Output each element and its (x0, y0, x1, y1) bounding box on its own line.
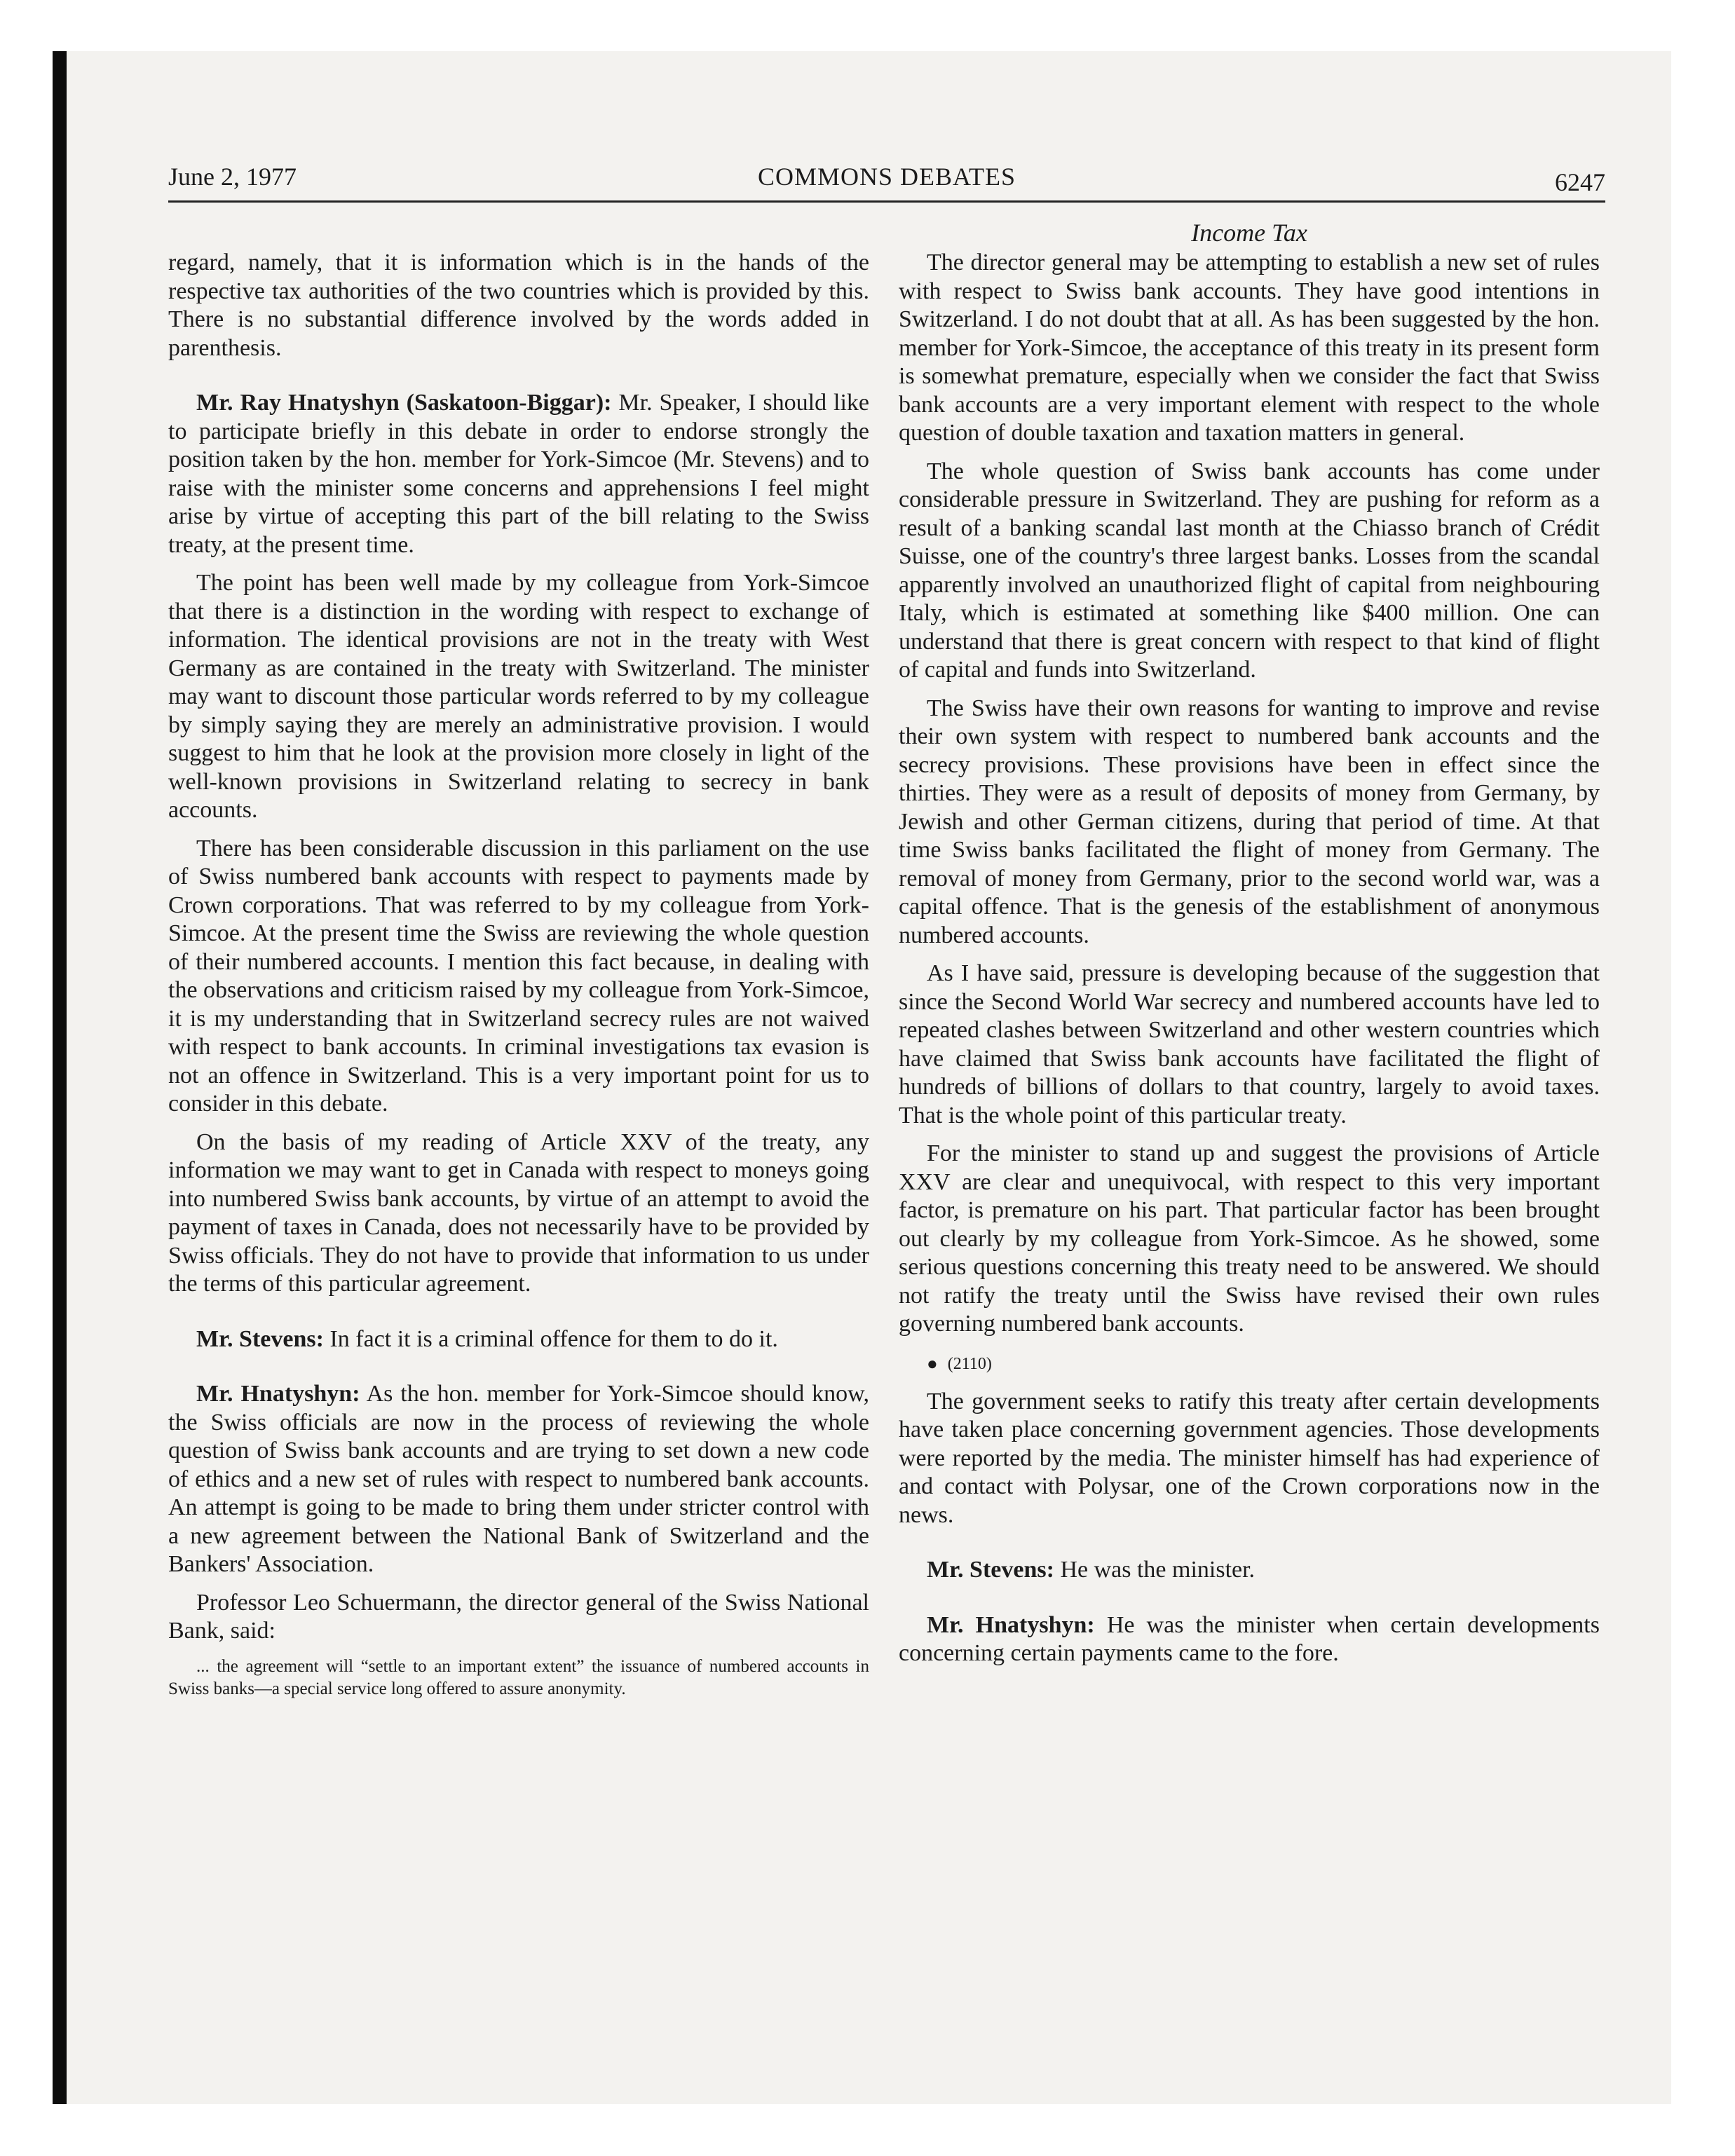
speech-text: Mr. Speaker, I should like to participate briefly in this debate in order to endorse strongly the position taken by the hon. member for York-Simcoe (Mr. Stevens) and to raise with the minister some concerns and apprehensions I feel might arise by virtue of accepting this part of the bill relating to the Swiss treaty, at the present time. (168, 390, 869, 558)
paragraph: Professor Leo Schuermann, the director general of the Swiss National Bank, said: (168, 1589, 869, 1644)
paragraph: There has been considerable discussion in this parliament on the use of Swiss numbered bank accounts with respect to payments made by Crown corporations. That was referred to by my colleague from York-Simcoe. At the present time the Swiss are reviewing the whole question of their numbered accounts. I mention this fact because, in dealing with the observations and criticism raised by my colleague from York-Simcoe, it is my understanding that in Switzerland secrecy rules are not waived with respect to bank accounts. In criminal investigations tax evasion is not an offence in Switzerland. This is a very important point for us to consider in this debate. (168, 835, 869, 1117)
paragraph: The whole question of Swiss bank accounts has come under considerable pressure in Switzerland. They are pushing for reform as a result of a banking scandal last month at the Chiasso branch of Crédit Suisse, one of the country's three largest banks. Losses from the scandal apparently involved an unauthorized flight of capital from neighbouring Italy, which is estimated at something like $400 million. One can understand that there is great concern with respect to that kind of flight of capital and funds into Switzerland. (899, 458, 1600, 683)
speaker-name: Mr. Stevens: (927, 1557, 1054, 1583)
left-column (168, 249, 869, 1710)
paragraph: The Swiss have their own reasons for wanting to improve and revise their own system with respect to numbered bank accounts and the secrecy provisions. These provisions have been in effect since the thirties. They were as a result of deposits of money from Germany, by Jewish and other German citizens, during that period of time. At that time Swiss banks facilitated the flight of money from Germany. The removal of money from Germany, prior to the second world war, was a capital offence. That is the genesis of the establishment of anonymous numbered accounts. (899, 695, 1600, 948)
speech-text: He was the minister. (1054, 1557, 1256, 1583)
paragraph (168, 1380, 869, 1579)
speech-text: He was the minister when certain developments concerning certain payments came to the fore. (899, 1611, 1600, 1667)
speaker-name: Mr. Ray Hnatyshyn (Saskatoon-Biggar): (196, 390, 612, 416)
paragraph (899, 1556, 1600, 1585)
bullet-icon: ● (927, 1353, 938, 1374)
binding-edge (53, 51, 67, 2104)
paragraph: The point has been well made by my colleague from York-Simcoe that there is a distinction in the wording with respect to exchange of information. The identical provisions are not in the treaty with West Germany as are contained in the treaty with Switzerland. The minister may want to discount those particular words referred to by my colleague by simply saying they are merely an administrative provision. I would suggest to him that he look at the provision more closely in light of the well-known provisions in Switzerland relating to secrecy in bank accounts. (168, 570, 869, 823)
paragraph: The director general may be attempting to establish a new set of rules with respect to Swiss bank accounts. They have good intentions in Switzerland. I do not doubt that at all. As has been suggested by the hon. member for York-Simcoe, the acceptance of this treaty in its present form is somewhat premature, especially when we consider the fact that Swiss bank accounts are a very important element with respect to the whole question of double taxation and taxation matters in general. (899, 250, 1600, 446)
speaker-name: Mr. Hnatyshyn: (927, 1611, 1095, 1638)
section-title: Income Tax (1191, 219, 1307, 247)
page-number: 6247 (1555, 168, 1605, 196)
time-stamp: (2110) (947, 1354, 992, 1373)
paragraph: The government seeks to ratify this treaty after certain developments have taken place concerning government agencies. Those developments were reported by the media. The minister himself has had experience of and contact with Polysar, one of the Crown corporations now in the news. (899, 1388, 1600, 1528)
paragraph (168, 389, 869, 559)
paragraph (899, 1611, 1600, 1668)
paragraph: For the minister to stand up and suggest the provisions of Article XXV are clear and unequivocal, with respect to this very important factor, is premature on his part. That particular factor has been brought out clearly by my colleague from York-Simcoe. As he showed, some serious questions concerning this treaty need to be answered. We should not ratify the treaty until the Swiss have revised their own rules governing numbered bank accounts. (899, 1140, 1600, 1337)
speech-text: As the hon. member for York-Simcoe should know, the Swiss officials are now in the process of reviewing the whole question of Swiss bank accounts and are trying to set down a new code of ethics and a new set of rules with respect to numbered bank accounts. An attempt is going to be made to bring them under stricter control with a new agreement between the National Bank of Switzerland and the Bankers' Association. (168, 1381, 869, 1577)
paragraph: regard, namely, that it is information which is in the hands of the respective tax authorities of the two countries which is provided by this. There is no substantial difference involved by the words added in parenthesis. (168, 250, 869, 361)
paragraph: On the basis of my reading of Article XXV of the treaty, any information we may want to get in Canada with respect to moneys going into numbered Swiss bank accounts, by virtue of an attempt to avoid the payment of taxes in Canada, does not necessarily have to be provided by Swiss officials. They do not have to provide that information to us under the terms of this particular agreement. (168, 1128, 869, 1297)
block-quote: ... the agreement will “settle to an important extent” the issuance of numbered accounts in Swiss banks—a special service long offered to assure anonymity. (168, 1656, 869, 1698)
speech-text: In fact it is a criminal offence for them to do it. (323, 1325, 778, 1352)
time-marker (899, 1349, 1600, 1378)
paragraph: As I have said, pressure is developing because of the suggestion that since the Second World War secrecy and numbered accounts have led to repeated clashes between Switzerland and other western countries which have claimed that Swiss bank accounts have facilitated the flight of hundreds of billions of dollars to that country, largely to avoid taxes. That is the whole point of this particular treaty. (899, 960, 1600, 1128)
speaker-name: Mr. Stevens: (196, 1325, 324, 1352)
paragraph (168, 1325, 869, 1354)
right-column (899, 249, 1600, 1678)
header-title: COMMONS DEBATES (757, 163, 1016, 191)
header-date: June 2, 1977 (168, 163, 297, 191)
page-header (168, 161, 1605, 203)
speaker-name: Mr. Hnatyshyn: (196, 1381, 360, 1407)
